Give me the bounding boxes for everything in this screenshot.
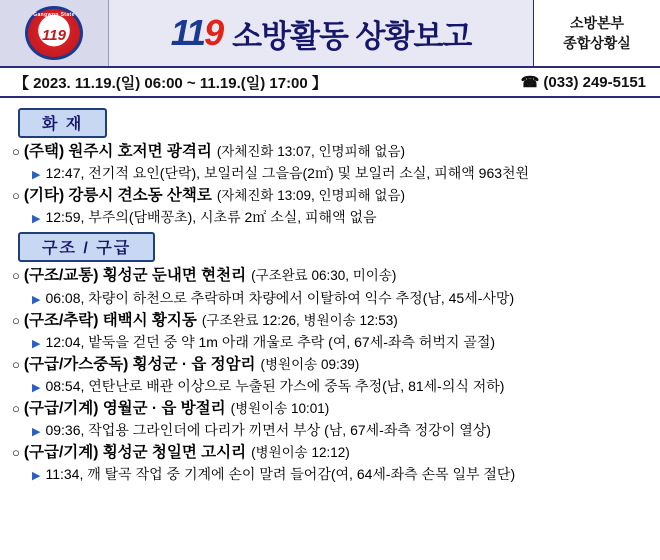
contact-phone-number: (033) 249-5151	[543, 74, 646, 91]
logo-number: 11	[170, 12, 205, 53]
list-item	[12, 140, 650, 184]
issuing-office-line2: 종합상황실	[563, 35, 631, 51]
entry-title: (구급/기계) 횡성군 청일면 고시리	[23, 444, 247, 462]
entry-detail-text: 12:47, 전기적 요인(단락), 보일러실 그을음(2㎡) 및 보일러 소실, 피해액 963천원	[45, 165, 530, 182]
entry-title: (기타) 강릉시 견소동 산책로	[23, 187, 212, 205]
page-title: 소방활동 상황보고	[232, 18, 472, 54]
entry-detail	[12, 332, 650, 353]
entry-detail-text: 06:08, 차량이 하천으로 추락하며 차량에서 이탈하여 익수 추정(남, 45세-사망)	[45, 289, 515, 306]
emblem-core-label: 119	[42, 26, 66, 44]
entry-detail	[12, 288, 650, 309]
report-content	[0, 98, 660, 485]
contact-phone	[521, 73, 646, 91]
circle-bullet-icon: ○	[12, 400, 20, 416]
circle-bullet-icon: ○	[12, 356, 20, 372]
entry-detail	[12, 376, 650, 397]
entry-detail	[12, 464, 650, 485]
list-item	[12, 309, 650, 353]
triangle-bullet-icon: ▶	[32, 293, 41, 306]
entry-heading	[12, 184, 650, 207]
entry-status-note: (병원이송 12:12)	[251, 445, 350, 461]
section-title-rescue-ems: 구조 / 구급	[42, 240, 132, 258]
entry-detail	[12, 163, 650, 184]
triangle-bullet-icon: ▶	[32, 470, 41, 483]
triangle-bullet-icon: ▶	[32, 382, 41, 394]
triangle-bullet-icon: ▶	[32, 337, 41, 350]
list-item	[12, 353, 650, 397]
entry-detail	[12, 420, 650, 441]
section-title-fire: 화 재	[42, 116, 84, 133]
entry-heading	[12, 397, 650, 420]
entry-status-note: (병원이송 09:39)	[260, 356, 360, 372]
triangle-bullet-icon: ▶	[32, 213, 41, 226]
entry-title: (주택) 원주시 호저면 광격리	[23, 143, 212, 160]
issuing-office-line1: 소방본부	[569, 14, 625, 31]
fire-agency-emblem-icon	[25, 6, 83, 60]
entry-detail-text: 12:04, 밭둑을 걷던 중 약 1m 아래 개울로 추락 (여, 67세-좌측 허벅지 골절)	[45, 333, 496, 350]
logo-flame: 9	[204, 12, 223, 53]
entry-title: (구조/교통) 횡성군 둔내면 현천리	[23, 267, 247, 285]
circle-bullet-icon: ○	[12, 268, 20, 284]
issuing-office-box	[533, 0, 660, 66]
agency-emblem-box	[0, 0, 109, 66]
entry-status-note: (병원이송 10:01)	[230, 400, 330, 416]
triangle-bullet-icon: ▶	[32, 169, 41, 182]
report-period-bar	[0, 68, 660, 98]
entry-detail-text: 08:54, 연탄난로 배관 이상으로 누출된 가스에 중독 추정(남, 81세-의식 저하)	[45, 378, 505, 394]
section-fire	[10, 104, 650, 228]
entry-title: (구조/추락) 태백시 황지동	[23, 311, 197, 329]
triangle-bullet-icon: ▶	[32, 426, 41, 439]
entry-heading	[12, 441, 650, 464]
circle-bullet-icon: ○	[12, 312, 20, 328]
entry-heading	[12, 140, 650, 163]
report-header	[0, 0, 660, 68]
entry-heading	[12, 353, 650, 376]
section-header-rescue-ems	[18, 232, 155, 262]
entry-detail-text: 11:34, 깨 탈곡 작업 중 기계에 손이 말려 들어감(여, 64세-좌측 손목 일부 절단)	[45, 466, 516, 483]
entry-detail	[12, 207, 650, 228]
entry-status-note: (자체진화 13:09, 인명피해 없음)	[216, 188, 405, 204]
circle-bullet-icon: ○	[12, 188, 20, 204]
entry-status-note: (자체진화 13:07, 인명피해 없음)	[216, 144, 405, 159]
emblem-ring-label: Gangwon State	[33, 12, 75, 18]
list-item	[12, 264, 650, 308]
circle-bullet-icon: ○	[12, 144, 20, 159]
list-item	[12, 184, 650, 228]
list-item	[12, 397, 650, 441]
section-rescue-ems	[10, 228, 650, 485]
report-period-text: 【 2023. 11.19.(일) 06:00 ~ 11.19.(일) 17:00 】	[14, 74, 327, 92]
entry-heading	[12, 309, 650, 332]
entry-title: (구급/가스중독) 횡성군 · 읍 정암리	[23, 355, 256, 373]
logo-119-icon	[171, 12, 222, 54]
entry-heading	[12, 264, 650, 287]
title-area	[109, 0, 533, 66]
circle-bullet-icon: ○	[12, 445, 20, 461]
section-header-fire	[18, 108, 107, 138]
entry-status-note: (구조완료 12:26, 병원이송 12:53)	[201, 312, 398, 328]
entry-title: (구급/기계) 영월군 · 읍 방절리	[23, 399, 226, 417]
entry-detail-text: 12:59, 부주의(담배꽁초), 시초류 2㎡ 소실, 피해액 없음	[45, 209, 377, 226]
entry-detail-text: 09:36, 작업용 그라인더에 다리가 끼면서 부상 (남, 67세-좌측 정강이 열상)	[45, 422, 491, 439]
list-item	[12, 441, 650, 485]
entry-status-note: (구조완료 06:30, 미이송)	[251, 268, 397, 284]
telephone-icon: ☎	[520, 74, 540, 91]
